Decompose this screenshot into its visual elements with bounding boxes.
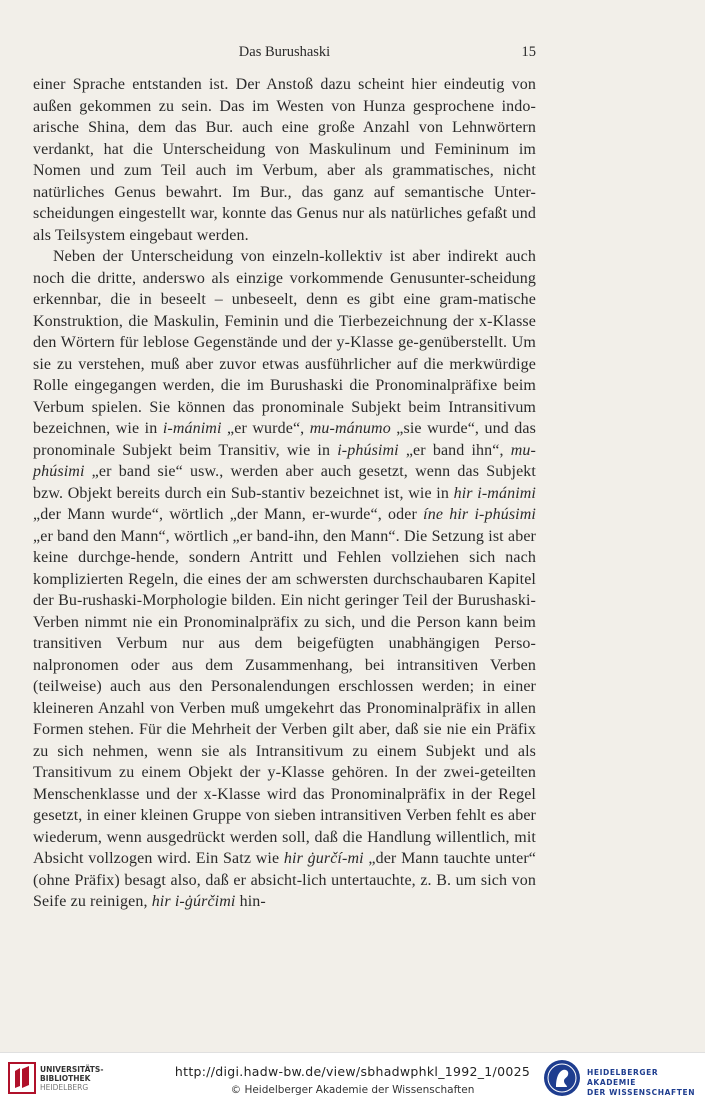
academy-name: [587, 1068, 705, 1098]
page-header: [33, 44, 536, 66]
italic-example-word: mu-mánumo: [309, 420, 391, 437]
text-run: „er band ihn“,: [398, 441, 511, 459]
permalink-url[interactable]: http://digi.hadw-bw.de/view/sbhadwphkl_1992_1/0025: [174, 1064, 531, 1079]
text-run: „der Mann wurde“, wörtlich „der Mann, er-wurde“, oder: [33, 506, 424, 523]
text-run: „sie wurde“, und das pronominale Subjekt beim Transitiv, wie in: [33, 420, 536, 459]
italic-example-word: íne hir i-phúsimi: [423, 506, 536, 523]
library-city: HEIDELBERG: [40, 1083, 89, 1092]
italic-example-word: hir i-mánimi: [453, 484, 537, 502]
text-run: Neben der Unterscheidung von einzeln-kollektiv ist aber indirekt auch noch die dritte, anderswo als einzige vorkommende Genusunter-scheidung erkennbar, die in beseelt – unbeseelt, denn es gibt eine gram-matische Konstruktion, die Maskulin, Feminin und die Tierbezeichnung der x-Klasse den Wörtern für leblose Gegenstände und der y-Klasse ge-genüberstellt. Um sie zu verstehen, muß aber zuvor etwas ausführlicher auf die merkwürdige Rolle eingegangen werden, die im Burushaski die Pronominalpräfixe beim Verbum spielen. Sie können das pronominale Subjekt beim Intransitivum bezeichnen, wie in: [33, 248, 536, 437]
library-name-line-1: UNIVERSITÄTS-: [40, 1065, 104, 1074]
copyright-notice: © Heidelberger Akademie der Wissenschaften: [230, 1084, 475, 1096]
text-run: „er band sie“ usw., werden aber auch gesetzt, wenn das Subjekt bzw. Objekt bereits durch ein Sub-stantiv bezeichnet ist, wie in: [33, 463, 536, 502]
academy-seal-icon: [543, 1059, 581, 1097]
text-run: „er wurde“,: [221, 420, 310, 437]
paragraph: [33, 246, 536, 913]
text-run: hin-: [235, 893, 266, 910]
page-number: 15: [521, 44, 536, 60]
italic-example-word: i-phúsimi: [337, 441, 399, 459]
text-run: „er band den Mann“, wörtlich „er band-ihn, den Mann“. Die Setzung ist aber keine durchge-hende, sondern Antritt und Fehlen vollziehen sich nach komplizierten Regeln, die eines der am schwersten durchschaubaren Kapitel der Bu-rushaski-Morphologie bilden. Ein nicht geringer Teil der Burushaski-Verben nimmt nie ein Pronominalpräfix zu sich, und die Person kann beim transitiven Verbum nur aus dem beigefügten unabhängigen Perso-nalpronomen oder aus dem Zusammenhang, bei intransitiven Verben (teilweise) auch aus den Personalendungen erschlossen werden; in einer kleineren Anzahl von Verben muß umgekehrt das Pronominalpräfix in allen Formen stehen. Für die Mehrheit der Verben gilt aber, daß sie nie ein Präfix zu sich nehmen, wenn sie als Intransitivum zu einem Subjekt und als Transitivum zu einem Objekt der y-Klasse gehören. In der zwei-geteilten Menschenklasse und der x-Klasse wird das Pronominalpräfix in der Regel gesetzt, in einer kleinen Gruppe von sieben intransitiven Verben fehlt es aber wiederum, wenn ausgedrückt werden soll, daß die Handlung willentlich, mit Absicht vollzogen wird. Ein Satz wie: [33, 527, 536, 867]
library-name-line-2: BIBLIOTHEK: [40, 1074, 91, 1083]
viewer-footer: [0, 1052, 705, 1103]
running-title: Das Burushaski: [238, 44, 331, 60]
paragraph: [33, 74, 536, 246]
text-run: einer Sprache entstanden ist. Der Anstoß dazu scheint hier eindeutig von außen gekommen zu sein. Das im Westen von Hunza gesprochene indo-arische Shina, dem das Bur. auch eine große Anzahl von Lehnwörtern verdankt, hat die Unterscheidung von Maskulinum und Femininum im Nomen und zum Teil auch im Verbum, aber als grammatisches, nicht natürliches Genus bewahrt. Im Bur., das ganz auf semantische Unter-scheidungen eingestellt war, konnte das Genus nur als natürliches gefaßt und als Teilsystem eingebaut werden.: [33, 76, 536, 244]
italic-example-word: hir ġurčí-mi: [283, 850, 364, 867]
italic-example-word: hir i-ġúrčimi: [151, 893, 236, 910]
text-run: „der Mann tauchte unter“ (ohne Präfix) besagt also, daß er absicht-lich untertauchte, z. B. um sich von Seife zu reinigen,: [33, 850, 536, 910]
italic-example-word: mu-phúsimi: [33, 441, 536, 480]
italic-example-word: i-mánimi: [162, 420, 222, 437]
academy-name-line-1: HEIDELBERGER AKADEMIE: [587, 1068, 659, 1087]
academy-name-line-2: DER WISSENSCHAFTEN: [587, 1088, 696, 1097]
body-text: [33, 74, 536, 913]
